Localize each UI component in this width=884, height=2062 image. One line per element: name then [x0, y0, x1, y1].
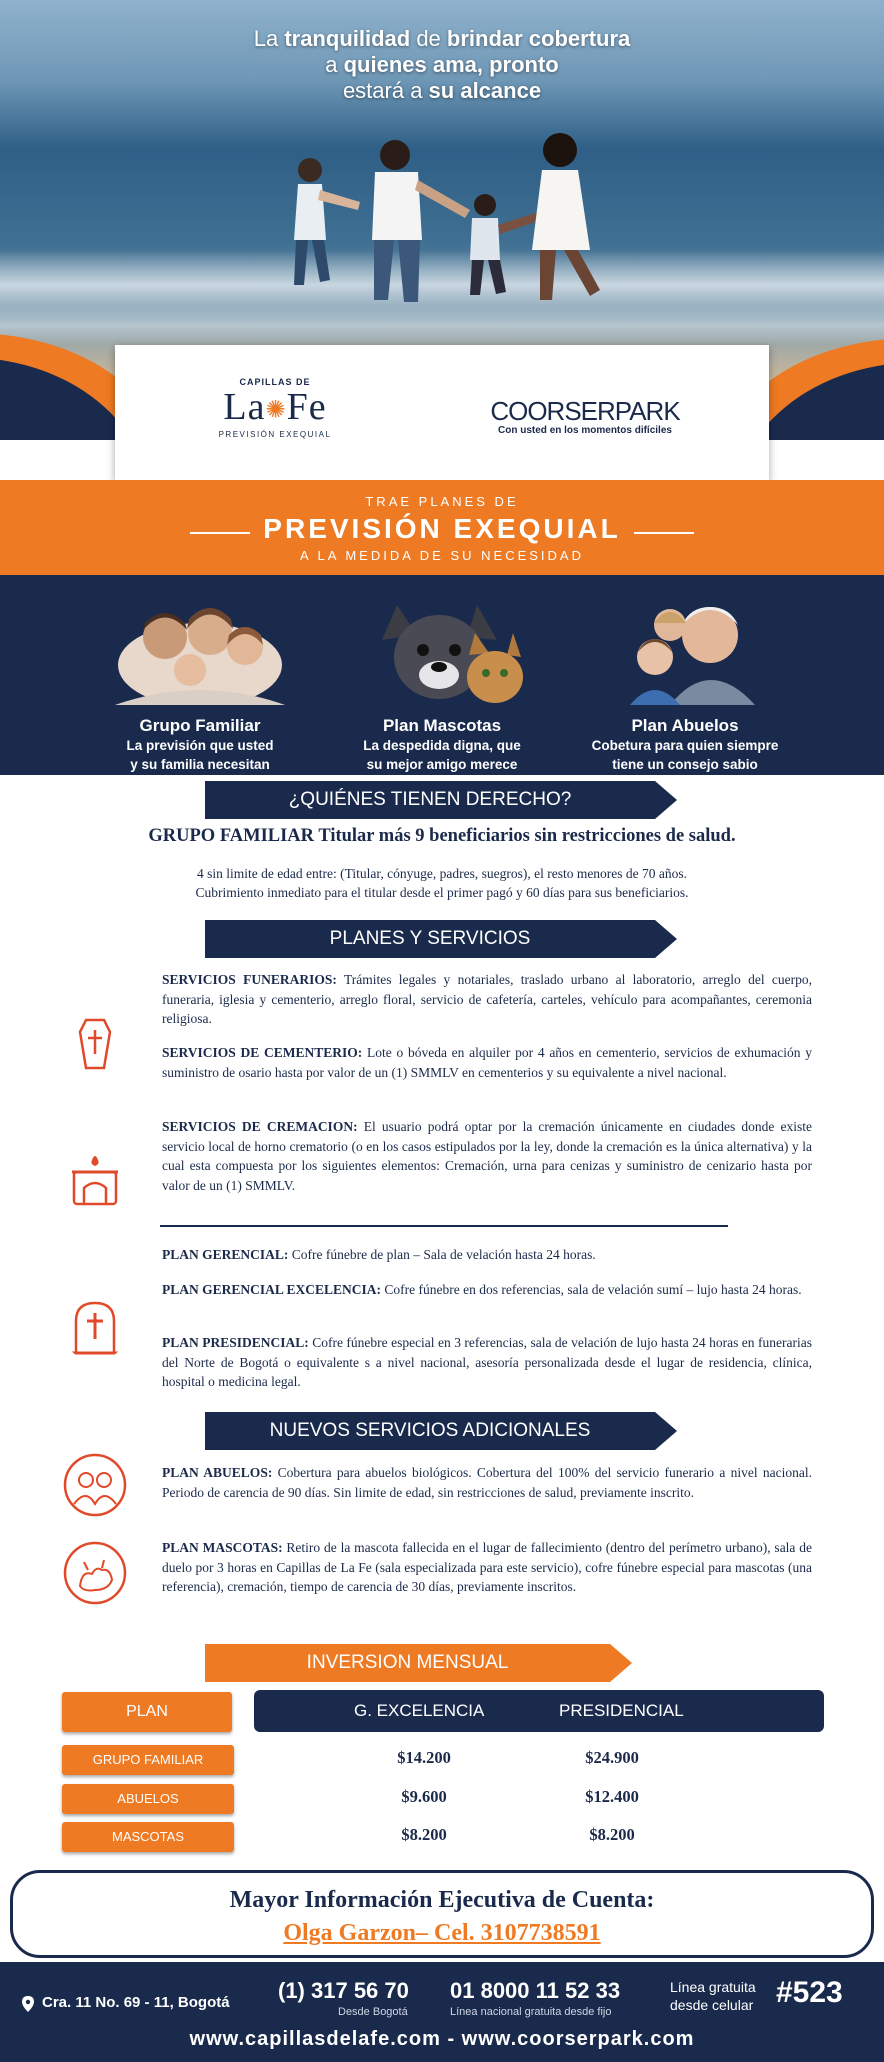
- plan-abuelos: Plan Abuelos Cobetura para quien siempre tiene un consejo sabio: [560, 595, 810, 774]
- banner-title: PREVISIÓN EXEQUIAL: [263, 513, 621, 544]
- row-label-abuelos: ABUELOS: [62, 1784, 234, 1814]
- family-hug-photo: [115, 595, 285, 705]
- price-cell: $12.400: [585, 1787, 639, 1806]
- banner-subtitle: A LA MEDIDA DE SU NECESIDAD: [299, 548, 584, 563]
- price-cell: $24.900: [585, 1748, 639, 1767]
- service-cementerio: SERVICIOS DE CEMENTERIO: Lote o bóveda en alquiler por 4 años en cementerio, servicios de exhumación y suministro de osario hasta por valor de un (1) SMMLV en cementerios y su equivalente a nivel nacional.: [162, 1045, 812, 1080]
- grandparent-photo: [600, 595, 770, 705]
- sun-icon: ✺: [265, 397, 287, 424]
- footer-phone-national-label: Línea nacional gratuita desde fijo: [450, 2006, 612, 2018]
- section-header-nuevos: NUEVOS SERVICIOS ADICIONALES: [205, 1412, 655, 1450]
- dog-and-cat-photo: [357, 595, 527, 705]
- footer: [0, 1962, 884, 2062]
- plan-mascotas: Plan Mascotas La despedida digna, que su mejor amigo merece: [317, 595, 567, 774]
- capillas-de-la-fe-logo: CAPILLAS DE La✺Fe PREVISIÓN EXEQUIAL: [218, 377, 332, 440]
- pets-icon: [62, 1540, 128, 1606]
- logos-card: [115, 345, 769, 480]
- plan-presidencial: PLAN PRESIDENCIAL: Cofre fúnebre especial en 3 referencias, sala de velación de lujo hasta 24 horas en funerarias del Norte de Bogotá o equivalente s a nivel nacional, asesoría personalizada desde el lugar de residencia, clínica, hospital o medicina legal.: [162, 1335, 812, 1389]
- section-header-planes: PLANES Y SERVICIOS: [205, 920, 655, 958]
- location-pin-icon: [22, 1996, 34, 2012]
- footer-phone-bogota-label: Desde Bogotá: [338, 2006, 408, 2018]
- plan-grupo-familiar: Grupo Familiar La previsión que usted y su familia necesitan: [75, 595, 325, 774]
- plan-gerencial-excelencia: PLAN GERENCIAL EXCELENCIA: Cofre fúnebre en dos referencias, sala de velación sumí – lujo hasta 24 horas.: [162, 1282, 802, 1297]
- banner-pretitle: TRAE PLANES DE: [365, 494, 519, 509]
- price-table-header: G. EXCELENCIA PRESIDENCIAL: [254, 1690, 824, 1732]
- footer-phone-bogota[interactable]: (1) 317 56 70: [278, 1978, 409, 2003]
- grupo-familiar-title: GRUPO FAMILIAR Titular más 9 beneficiarios sin restricciones de salud.: [148, 826, 736, 846]
- cremation-oven-icon: [62, 1148, 128, 1214]
- banner-rule-right: [634, 532, 694, 534]
- section-divider: [160, 1225, 728, 1227]
- price-cell: $14.200: [397, 1748, 451, 1767]
- grupo-familiar-desc: 4 sin limite de edad entre: (Titular, cónyuge, padres, suegros), el resto menores de 70 años. Cubrimiento inmediato para el titular desde el primer pagó y 60 días para sus beneficiarios.: [195, 866, 689, 900]
- section-header-inversion: INVERSION MENSUAL: [205, 1644, 610, 1682]
- family-photo: [260, 110, 640, 310]
- plan-abuelos-detail: PLAN ABUELOS: Cobertura para abuelos biológicos. Cobertura del 100% del servicio funerario a nivel nacional. Periodo de carencia de 90 días. Sin limite de edad, sin restricciones de salud, previamente inscrito.: [162, 1465, 812, 1500]
- footer-short-code[interactable]: #523: [776, 1976, 843, 2009]
- sea-foam-low: [0, 305, 884, 345]
- contact-box: [10, 1870, 874, 1958]
- footer-websites[interactable]: www.capillasdelafe.com - www.coorserpark.com: [189, 2028, 695, 2050]
- coorserpark-logo: COORSERPARK Con usted en los momentos difíciles: [490, 396, 680, 436]
- plans-strip: [0, 575, 884, 775]
- tombstone-icon: [62, 1295, 128, 1361]
- grandparents-icon: [62, 1452, 128, 1518]
- prevision-banner: [0, 480, 884, 575]
- contact-heading: Mayor Información Ejecutiva de Cuenta:: [229, 1887, 655, 1913]
- price-cell: $9.600: [401, 1787, 447, 1806]
- footer-free-line-label-2: desde celular: [670, 1997, 754, 2013]
- footer-free-line-label: Línea gratuita: [670, 1979, 756, 1995]
- section-header-quienes: ¿QUIÉNES TIENEN DERECHO?: [205, 781, 655, 819]
- contact-phone-link[interactable]: Olga Garzon– Cel. 3107738591: [283, 1920, 601, 1946]
- plan-mascotas-detail: PLAN MASCOTAS: Retiro de la mascota fallecida en el lugar de fallecimiento (dentro del perímetro urbano), sala de duelo por 3 horas en Capillas de La Fe (sala especializada para este servicio), cofre fúnebre especial para mascotas (una referencia), cremación, tiempo de carencia de 30 días, previamente inscritos.: [162, 1540, 812, 1594]
- row-label-mascotas: MASCOTAS: [62, 1822, 234, 1852]
- service-cremacion: SERVICIOS DE CREMACION: El usuario podrá optar por la cremación únicamente en ciudades donde existe servicio local de horno crematorio (o en los casos estipulados por la ley, donde la cremación es la única alternativa) y la cual esta compuesta por los siguientes elementos: Cremación, urna para cenizas y suministro de cenizario hasta por valor de un (1) SMMLV.: [162, 1119, 812, 1193]
- footer-address: Cra. 11 No. 69 - 11, Bogotá: [42, 1994, 230, 2011]
- price-cell: $8.200: [589, 1825, 635, 1844]
- coffin-icon: [62, 1010, 128, 1076]
- service-funerarios: SERVICIOS FUNERARIOS: Trámites legales y notariales, traslado urbano al laboratorio, arreglo del cuerpo, funeraria, iglesia y cementerio, arreglo floral, servicio de cafetería, carteles, vehículo para acompañantes, ceremonia religiosa.: [162, 972, 812, 1026]
- row-label-grupo-familiar: GRUPO FAMILIAR: [62, 1745, 234, 1775]
- plan-column-header: PLAN: [62, 1692, 232, 1732]
- hero-headline: La tranquilidad de brindar cobertura a quienes ama, pronto estará a su alcance: [253, 26, 631, 103]
- footer-phone-national[interactable]: 01 8000 11 52 33: [450, 1978, 621, 2003]
- price-cell: $8.200: [401, 1825, 447, 1844]
- plan-gerencial: PLAN GERENCIAL: Cofre fúnebre de plan – Sala de velación hasta 24 horas.: [162, 1247, 596, 1262]
